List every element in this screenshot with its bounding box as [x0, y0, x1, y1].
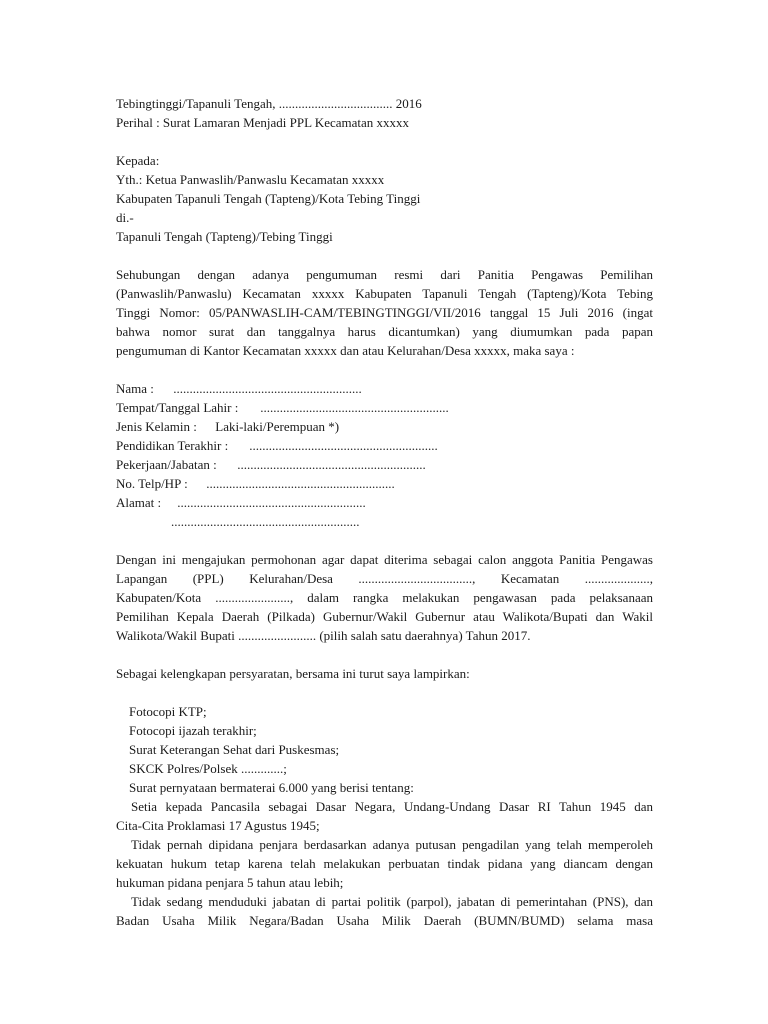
field-value: .......................................................... — [173, 381, 362, 396]
field-value: .......................................................... — [177, 495, 366, 510]
intro-paragraph-line: bahwa nomor surat dan tanggalnya harus dicantumkan) yang diumumkan pada papan — [116, 324, 653, 339]
form-row-nama — [116, 379, 362, 398]
field-label: Alamat : — [116, 495, 162, 510]
attachment-item: Fotocopi KTP; — [129, 704, 207, 719]
application-paragraph-line: Walikota/Wakil Bupati ........................ (pilih salah satu daerahnya) Tahun 2017. — [116, 628, 531, 643]
field-label: Jenis Kelamin : — [116, 419, 197, 434]
intro-paragraph-line: (Panwaslih/Panwaslu) Kecamatan xxxxx Kabupaten Tapanuli Tengah (Tapteng)/Kota Tebing — [116, 286, 653, 301]
form-row-alamat-continued: .......................................................... — [171, 514, 360, 529]
statement-line: Tidak sedang menduduki jabatan di partai politik (parpol), jabatan di pemerintahan (PNS), dan — [131, 894, 653, 909]
application-paragraph-line: Pemilihan Kepala Daerah (Pilkada) Gubernur/Wakil Gubernur atau Walikota/Bupati dan Wakil — [116, 609, 653, 624]
recipient-line: Yth.: Ketua Panwaslih/Panwaslu Kecamatan xxxxx — [116, 172, 385, 187]
application-paragraph-line: Lapangan (PPL) Kelurahan/Desa ..................................., Kecamatan ...................., — [116, 571, 653, 586]
recipient-heading: Kepada: — [116, 153, 160, 168]
intro-paragraph-line: Tinggi Nomor: 05/PANWASLIH-CAM/TEBINGTINGGI/VII/2016 tanggal 15 Juli 2016 (ingat — [116, 305, 653, 320]
recipient-line: Tapanuli Tengah (Tapteng)/Tebing Tinggi — [116, 229, 333, 244]
attachment-item: Fotocopi ijazah terakhir; — [129, 723, 257, 738]
form-row-jenis-kelamin — [116, 417, 339, 436]
statement-line: Setia kepada Pancasila sebagai Dasar Negara, Undang-Undang Dasar RI Tahun 1945 dan — [131, 799, 653, 814]
intro-paragraph-line: pengumuman di Kantor Kecamatan xxxxx dan atau Kelurahan/Desa xxxxx, maka saya : — [116, 343, 575, 358]
place-date-line: Tebingtinggi/Tapanuli Tengah, ................................... 2016 — [116, 96, 422, 111]
field-label: Pendidikan Terakhir : — [116, 438, 229, 453]
statement-line: Badan Usaha Milik Negara/Badan Usaha Milik Daerah (BUMN/BUMD) selama masa — [116, 913, 653, 928]
attachment-item: Surat pernyataan bermaterai 6.000 yang berisi tentang: — [129, 780, 414, 795]
statement-line: Tidak pernah dipidana penjara berdasarkan adanya putusan pengadilan yang telah memperoleh — [131, 837, 653, 852]
statement-line: Cita-Cita Proklamasi 17 Agustus 1945; — [116, 818, 320, 833]
recipient-line: Kabupaten Tapanuli Tengah (Tapteng)/Kota Tebing Tinggi — [116, 191, 421, 206]
intro-paragraph-line: Sehubungan dengan adanya pengumuman resmi dari Panitia Pengawas Pemilihan — [116, 267, 653, 282]
attachment-item: Surat Keterangan Sehat dari Puskesmas; — [129, 742, 340, 757]
form-row-pendidikan — [116, 436, 438, 455]
application-paragraph-line: Kabupaten/Kota ......................., dalam rangka melakukan pengawasan pada pelaksanaan — [116, 590, 653, 605]
field-label: Nama : — [116, 381, 154, 396]
recipient-line: di.- — [116, 210, 134, 225]
attachment-item: SKCK Polres/Polsek .............; — [129, 761, 287, 776]
form-row-telp — [116, 474, 395, 493]
field-value: .......................................................... — [249, 438, 438, 453]
form-row-ttl — [116, 398, 449, 417]
form-row-pekerjaan — [116, 455, 426, 474]
field-value: .......................................................... — [237, 457, 426, 472]
application-paragraph-line: Dengan ini mengajukan permohonan agar dapat diterima sebagai calon anggota Panitia Pengawas — [116, 552, 653, 567]
field-label: Tempat/Tanggal Lahir : — [116, 400, 239, 415]
field-value: .......................................................... — [260, 400, 449, 415]
field-value: Laki-laki/Perempuan *) — [215, 419, 340, 434]
statement-line: hukuman pidana penjara 5 tahun atau lebih; — [116, 875, 344, 890]
form-row-alamat — [116, 493, 366, 512]
field-value: .......................................................... — [206, 476, 395, 491]
statement-line: kekuatan hukum tetap karena telah melakukan perbuatan tindak pidana yang diancam dengan — [116, 856, 653, 871]
subject-line: Perihal : Surat Lamaran Menjadi PPL Kecamatan xxxxx — [116, 115, 410, 130]
field-label: Pekerjaan/Jabatan : — [116, 457, 217, 472]
field-label: No. Telp/HP : — [116, 476, 188, 491]
attachments-intro: Sebagai kelengkapan persyaratan, bersama ini turut saya lampirkan: — [116, 666, 470, 681]
